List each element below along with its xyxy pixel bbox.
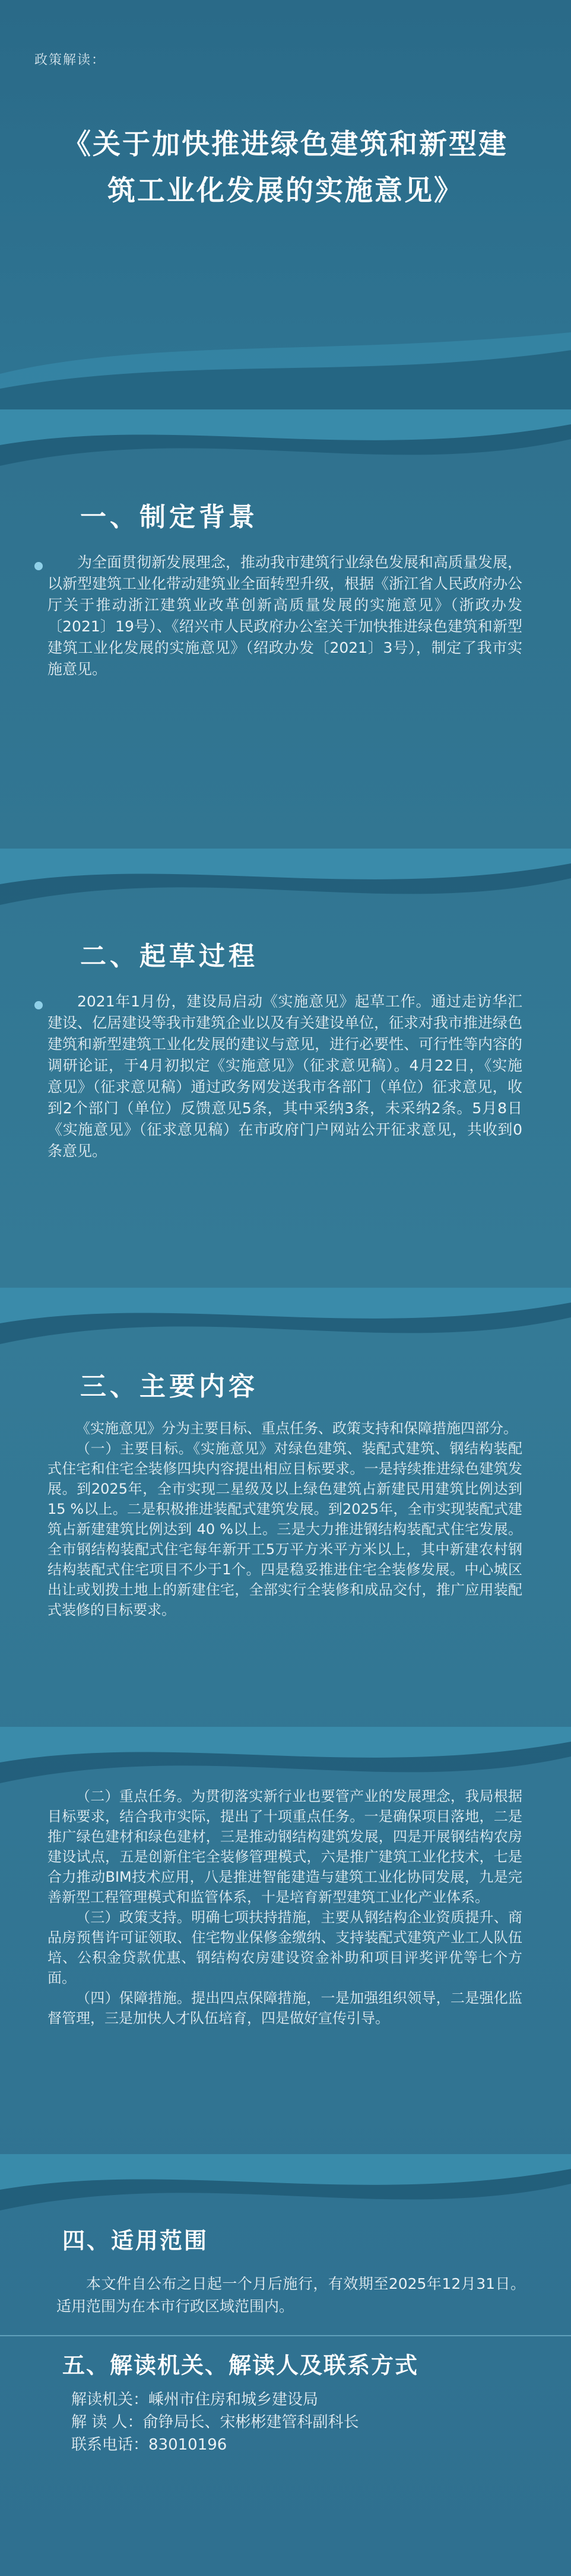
section-body	[47, 552, 522, 680]
paragraph: （二）重点任务。为贯彻落实新行业也要管产业的发展理念，我局根据目标要求，结合我市实际，提出了十项重点任务。一是确保项目落地，二是推广绿色建材和绿色建材，三是推动钢结构建筑发展，四是开展钢结构农房建设试点，五是创新住宅全装修管理模式，六是推广建筑工业化技术，七是合力推动BIM技术应用，八是推进智能建造与建筑工业化协同发展，九是完善新型工程管理模式和监管体系，十是培育新型建筑工业化产业体系。	[47, 1788, 522, 1905]
wave-decoration	[0, 1288, 571, 1365]
paragraph: 《实施意见》分为主要目标、重点任务、政策支持和保障措施四部分。	[76, 1420, 518, 1437]
interpreting-agency: 解读机关：嵊州市住房和城乡建设局	[71, 2391, 319, 2409]
section-content	[0, 1288, 571, 1727]
contact-phone: 联系电话：83010196	[71, 2436, 227, 2454]
paragraph: 为全面贯彻新发展理念，推动我市建筑行业绿色发展和高质量发展，以新型建筑工业化带动建筑业全面转型升级，根据《浙江省人民政府办公厅关于推动浙江建筑业改革创新高质量发展的实施意见》（浙政办发〔2021〕19号）、《绍兴市人民政府办公室关于加快推进绿色建筑和新型建筑工业化发展的实施意见》（绍政办发〔2021〕3号），制定了我市实施意见。	[47, 554, 523, 678]
wave-decoration	[0, 332, 571, 409]
section-heading: 五、解读机关、解读人及联系方式	[62, 2352, 419, 2378]
wave-decoration	[0, 2154, 571, 2231]
document-title	[34, 122, 537, 214]
section-background	[0, 409, 571, 849]
bullet-icon	[34, 562, 43, 570]
section-body	[47, 991, 522, 1162]
section-body	[47, 1786, 522, 2028]
policy-tag: 政策解读：	[34, 53, 106, 68]
bullet-icon	[34, 1001, 43, 1009]
title-line-1: 《关于加快推进绿色建筑和新型建	[63, 128, 508, 161]
section-heading: 三、主要内容	[80, 1371, 258, 1402]
interpreters: 解 读 人：俞铮局长、宋彬彬建管科副科长	[71, 2413, 359, 2431]
section-heading: 一、制定背景	[80, 502, 258, 532]
paragraph: （一）主要目标。《实施意见》对绿色建筑、装配式建筑、钢结构装配式住宅和住宅全装修四块内容提出相应目标要求。一是持续推进绿色建筑发展。到2025年，全市实现二星级及以上绿色建筑占新建民用建筑比例达到15 %以上。二是积极推进装配式建筑发展。到2025年，全市实现装配式建筑占新建建筑比例达到 40 %以上。三是大力推进钢结构装配式住宅发展。全市钢结构装配式住宅每年新开工5万平方米平方米以上，其中新建农村钢结构装配式住宅项目不少于1个。四是稳妥推进住宅全装修发展。中心城区出让或划拨土地上的新建住宅，全部实行全装修和成品交付，推广应用装配式装修的目标要求。	[47, 1440, 522, 1618]
wave-decoration	[0, 409, 571, 487]
contact-block	[71, 2388, 359, 2456]
section-content-continued	[0, 1727, 571, 2154]
section-body	[56, 2273, 525, 2318]
section-scope-and-contact	[0, 2154, 571, 2576]
title-line-2: 筑工业化发展的实施意见》	[107, 174, 464, 207]
header-panel	[0, 0, 571, 409]
section-heading: 四、适用范围	[62, 2228, 209, 2254]
section-heading: 二、起草过程	[80, 941, 258, 971]
section-body	[47, 1418, 522, 1620]
section-divider	[0, 2335, 571, 2336]
paragraph: 本文件自公布之日起一个月后施行，有效期至2025年12月31日。适用范围为在本市行政区域范围内。	[56, 2275, 525, 2315]
paragraph: （三）政策支持。明确七项扶持措施，主要从钢结构企业资质提升、商品房预售许可证领取、住宅物业保修金缴纳、支持装配式建筑产业工人队伍培、公积金贷款优惠、钢结构农房建设资金补助和项目评奖评优等七个方面。	[47, 1909, 522, 1986]
wave-decoration	[0, 849, 571, 926]
paragraph: （四）保障措施。提出四点保障措施，一是加强组织领导，二是强化监督管理，三是加快人才队伍培育，四是做好宣传引导。	[47, 1990, 522, 2027]
section-drafting	[0, 849, 571, 1288]
paragraph: 2021年1月份，建设局启动《实施意见》起草工作。通过走访华汇建设、亿居建设等我市建筑企业以及有关建设单位，征求对我市推进绿色建筑和新型建筑工业化发展的建议与意见，进行必要性、可行性等内容的调研论证，于4月初拟定《实施意见》（征求意见稿）。4月22日，《实施意见》（征求意见稿）通过政务网发送我市各部门（单位）征求意见，收到2个部门（单位）反馈意见5条，其中采纳3条，未采纳2条。5月8日《实施意见》（征求意见稿）在市政府门户网站公开征求意见，共收到0条意见。	[47, 993, 523, 1160]
